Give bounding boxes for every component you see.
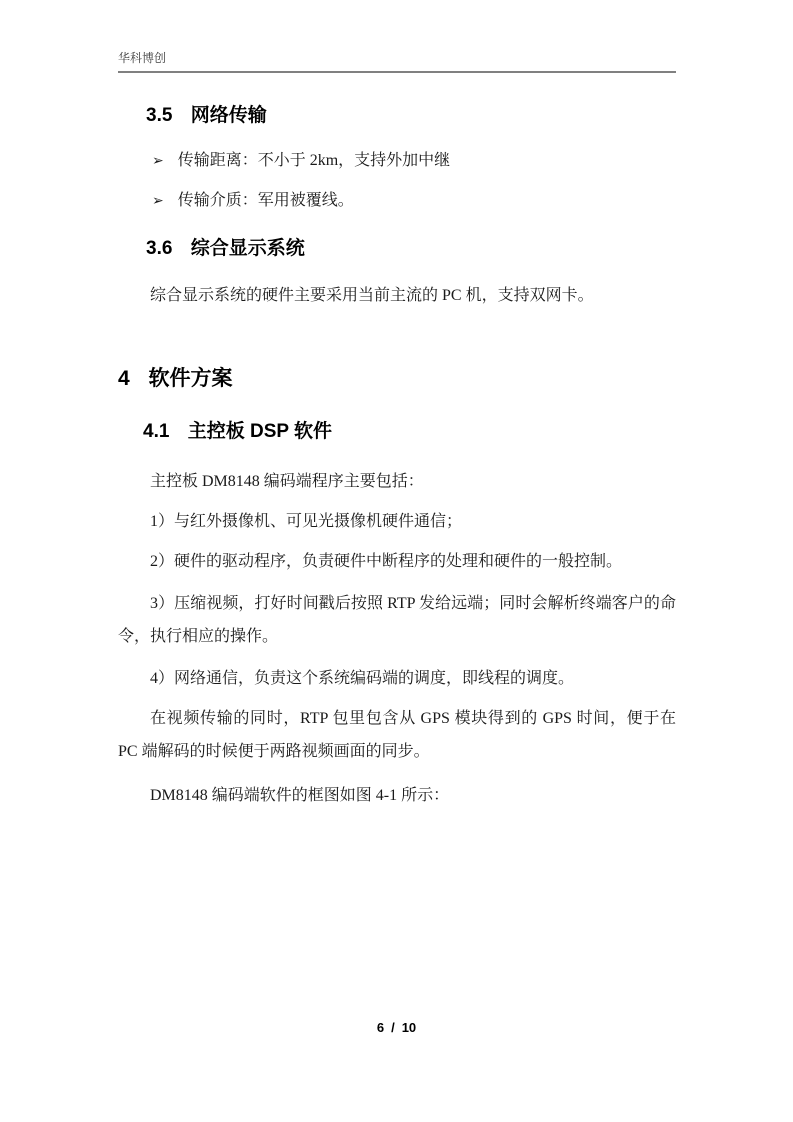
- heading-3-6-title: 综合显示系统: [190, 238, 305, 259]
- heading-4-1-number: 4.1: [143, 421, 170, 442]
- paragraph-dsp-intro: 主控板 DM8148 编码端程序主要包括：: [150, 473, 424, 490]
- paragraph-item-3: 3）压缩视频，打好时间戳后按照 RTP 发给远端；同时会解析终端客户的命令，执行相应的操作。: [118, 595, 676, 645]
- paragraph-item-4: 4）网络通信，负责这个系统编码端的调度，即线程的调度。: [150, 670, 575, 687]
- arrow-bullet-icon: ➢: [152, 193, 164, 209]
- bullet-text: 传输距离：不小于 2km，支持外加中继: [177, 152, 451, 169]
- heading-3-6: [146, 237, 305, 261]
- heading-4-title: 软件方案: [148, 367, 233, 390]
- page-number-separator: /: [391, 1020, 395, 1035]
- heading-3-5-number: 3.5: [146, 105, 173, 126]
- paragraph-item-2: 2）硬件的驱动程序，负责硬件中断程序的处理和硬件的一般控制。: [150, 553, 623, 570]
- heading-3-5: [146, 104, 267, 128]
- bullet-item-transmission-distance: [152, 150, 672, 172]
- paragraph-display-system: 综合显示系统的硬件主要采用当前主流的 PC 机，支持双网卡。: [150, 287, 594, 304]
- paragraph-item-1: 1）与红外摄像机、可见光摄像机硬件通信；: [150, 513, 463, 530]
- heading-4: [118, 366, 233, 392]
- page-number: 6: [376, 1020, 385, 1035]
- company-name: 华科博创: [118, 51, 167, 65]
- heading-4-1: [143, 420, 332, 444]
- bullet-text: 传输介质：军用被覆线。: [177, 192, 354, 209]
- page-footer: [0, 1020, 793, 1035]
- page-header: [118, 50, 676, 66]
- arrow-bullet-icon: ➢: [152, 153, 164, 169]
- heading-3-6-number: 3.6: [146, 238, 173, 259]
- header-rule: [118, 71, 676, 73]
- heading-4-1-title: 主控板 DSP 软件: [187, 421, 332, 442]
- total-pages: 10: [401, 1020, 417, 1035]
- bullet-item-transmission-medium: [152, 190, 672, 212]
- heading-3-5-title: 网络传输: [190, 105, 267, 126]
- heading-4-number: 4: [118, 367, 130, 390]
- paragraph-rtp-gps: 在视频传输的同时，RTP 包里包含从 GPS 模块得到的 GPS 时间，便于在 PC 端解码的时候便于两路视频画面的同步。: [118, 710, 676, 760]
- paragraph-figure-reference: DM8148 编码端软件的框图如图 4-1 所示：: [150, 787, 450, 804]
